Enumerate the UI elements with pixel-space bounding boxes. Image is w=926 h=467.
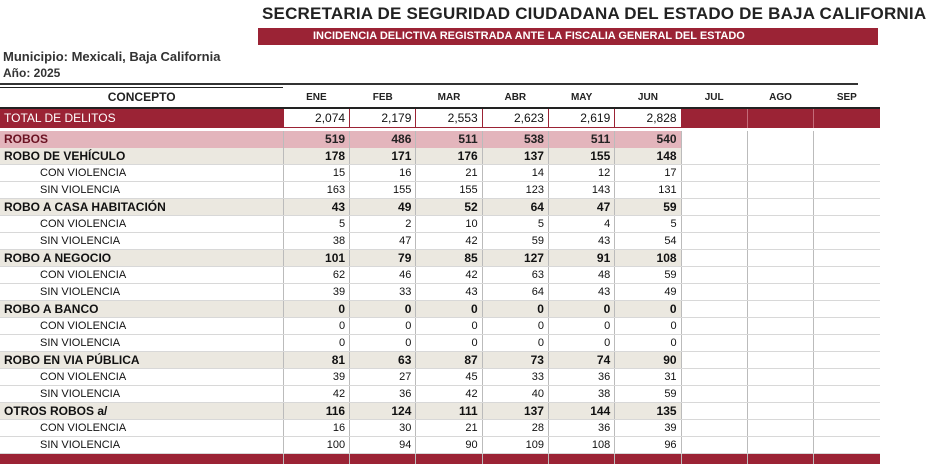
cell-value	[814, 250, 880, 267]
cell-value: 21	[416, 165, 482, 182]
cell-value	[814, 267, 880, 284]
cell-value	[681, 437, 747, 454]
cell-value: 36	[548, 369, 614, 386]
cell-value: 43	[548, 233, 614, 250]
cell-value	[681, 369, 747, 386]
cell-value	[747, 199, 813, 216]
cell-value: 108	[548, 437, 614, 454]
cell-value: 47	[548, 199, 614, 216]
row-label: SIN VIOLENCIA	[0, 437, 283, 454]
cell-value: 59	[482, 233, 548, 250]
cell-value	[747, 267, 813, 284]
total-value-empty	[681, 108, 747, 128]
cell-value: 91	[548, 250, 614, 267]
cell-value	[747, 131, 813, 148]
row-label: CON VIOLENCIA	[0, 165, 283, 182]
cell-value	[747, 301, 813, 318]
cell-value: 36	[350, 386, 416, 403]
cell-value	[681, 318, 747, 335]
cell-value: 0	[615, 335, 681, 352]
cell-value	[747, 250, 813, 267]
subcategory-row	[0, 216, 880, 233]
cell-value: 27	[350, 369, 416, 386]
row-label: SIN VIOLENCIA	[0, 386, 283, 403]
cell-value: 17	[615, 165, 681, 182]
crime-incidence-table	[0, 87, 880, 464]
row-label: ROBO DE VEHÍCULO	[0, 148, 283, 165]
cell-value: 143	[548, 182, 614, 199]
cell-value: 59	[615, 199, 681, 216]
cell-value: 0	[416, 318, 482, 335]
cell-value: 124	[350, 403, 416, 420]
row-label: SIN VIOLENCIA	[0, 284, 283, 301]
row-label: OTROS ROBOS a/	[0, 403, 283, 420]
cell-value: 0	[482, 318, 548, 335]
cell-value	[681, 131, 747, 148]
cell-value: 101	[283, 250, 349, 267]
subcategory-row	[0, 369, 880, 386]
cell-value: 111	[416, 403, 482, 420]
cell-value	[814, 301, 880, 318]
cell-value: 176	[416, 148, 482, 165]
row-label: ROBO A BANCO	[0, 301, 283, 318]
total-value-empty	[747, 108, 813, 128]
subcategory-row	[0, 420, 880, 437]
cell-value: 538	[482, 131, 548, 148]
cell-value: 0	[350, 335, 416, 352]
column-header-month: FEB	[350, 88, 416, 108]
cell-value: 42	[416, 267, 482, 284]
cell-value	[814, 165, 880, 182]
cell-value	[747, 352, 813, 369]
cell-value: 0	[283, 335, 349, 352]
column-header-concepto: CONCEPTO	[0, 88, 283, 108]
category-row	[0, 352, 880, 369]
cell-value: 0	[615, 301, 681, 318]
cell-value: 33	[350, 284, 416, 301]
cell-value: 54	[615, 233, 681, 250]
row-label: CON VIOLENCIA	[0, 369, 283, 386]
subcategory-row	[0, 267, 880, 284]
cell-value: 52	[416, 199, 482, 216]
cell-value	[814, 131, 880, 148]
cell-value: 39	[615, 420, 681, 437]
cell-value: 46	[350, 267, 416, 284]
cell-value: 0	[615, 318, 681, 335]
group-row	[0, 131, 880, 148]
cell-value	[814, 284, 880, 301]
cell-value: 5	[283, 216, 349, 233]
year-label: Año: 2025	[3, 66, 61, 80]
cell-value: 28	[482, 420, 548, 437]
cell-value: 100	[283, 437, 349, 454]
cell-value	[747, 148, 813, 165]
cell-value: 511	[548, 131, 614, 148]
total-value: 2,619	[548, 108, 614, 128]
cell-value	[814, 403, 880, 420]
cell-value: 155	[416, 182, 482, 199]
cell-value	[814, 420, 880, 437]
cutoff-cell	[0, 454, 283, 464]
total-row	[0, 108, 880, 128]
cell-value: 14	[482, 165, 548, 182]
subcategory-row	[0, 437, 880, 454]
column-header-month: ENE	[283, 88, 349, 108]
cutoff-cell	[814, 454, 880, 464]
cell-value: 127	[482, 250, 548, 267]
cell-value: 511	[416, 131, 482, 148]
cell-value: 85	[416, 250, 482, 267]
row-label: ROBO EN VIA PÚBLICA	[0, 352, 283, 369]
row-label: SIN VIOLENCIA	[0, 182, 283, 199]
cell-value: 42	[283, 386, 349, 403]
cell-value	[681, 267, 747, 284]
cell-value: 108	[615, 250, 681, 267]
cutoff-row	[0, 454, 880, 464]
column-header-month: ABR	[482, 88, 548, 108]
cell-value	[747, 165, 813, 182]
subcategory-row	[0, 165, 880, 182]
cutoff-cell	[350, 454, 416, 464]
cell-value: 40	[482, 386, 548, 403]
municipality-label: Municipio: Mexicali, Baja California	[3, 49, 221, 64]
cell-value: 62	[283, 267, 349, 284]
cell-value: 63	[482, 267, 548, 284]
cell-value	[814, 335, 880, 352]
subcategory-row	[0, 318, 880, 335]
cell-value: 0	[283, 318, 349, 335]
cell-value	[814, 199, 880, 216]
cell-value	[681, 352, 747, 369]
column-header-month: MAY	[548, 88, 614, 108]
cell-value	[814, 352, 880, 369]
cell-value: 0	[482, 301, 548, 318]
cell-value: 39	[283, 284, 349, 301]
cell-value: 49	[615, 284, 681, 301]
row-label: SIN VIOLENCIA	[0, 233, 283, 250]
cell-value	[681, 165, 747, 182]
cell-value: 38	[283, 233, 349, 250]
cutoff-cell	[416, 454, 482, 464]
cell-value	[814, 182, 880, 199]
cell-value: 137	[482, 148, 548, 165]
category-row	[0, 301, 880, 318]
cell-value: 49	[350, 199, 416, 216]
total-value: 2,179	[350, 108, 416, 128]
total-value-empty	[814, 108, 880, 128]
subcategory-row	[0, 284, 880, 301]
cell-value: 79	[350, 250, 416, 267]
cell-value	[747, 233, 813, 250]
cell-value: 74	[548, 352, 614, 369]
column-header-month: JUL	[681, 88, 747, 108]
cell-value: 486	[350, 131, 416, 148]
total-value: 2,828	[615, 108, 681, 128]
cell-value	[747, 420, 813, 437]
row-label: CON VIOLENCIA	[0, 267, 283, 284]
cell-value	[681, 284, 747, 301]
cell-value	[747, 284, 813, 301]
cell-value: 47	[350, 233, 416, 250]
cell-value: 0	[548, 301, 614, 318]
cell-value: 12	[548, 165, 614, 182]
cell-value: 42	[416, 233, 482, 250]
cutoff-cell	[283, 454, 349, 464]
cell-value: 0	[350, 318, 416, 335]
cell-value: 96	[615, 437, 681, 454]
cutoff-cell	[615, 454, 681, 464]
column-header-month: MAR	[416, 88, 482, 108]
cell-value: 43	[416, 284, 482, 301]
cell-value: 155	[350, 182, 416, 199]
cell-value: 48	[548, 267, 614, 284]
category-row	[0, 403, 880, 420]
cell-value: 0	[350, 301, 416, 318]
cell-value: 45	[416, 369, 482, 386]
row-label: ROBOS	[0, 131, 283, 148]
cell-value	[681, 335, 747, 352]
cell-value	[814, 233, 880, 250]
cell-value: 30	[350, 420, 416, 437]
cell-value: 63	[350, 352, 416, 369]
cell-value: 148	[615, 148, 681, 165]
header-divider	[0, 83, 858, 85]
cell-value: 94	[350, 437, 416, 454]
cell-value: 42	[416, 386, 482, 403]
cell-value: 64	[482, 199, 548, 216]
cell-value: 171	[350, 148, 416, 165]
category-row	[0, 199, 880, 216]
cell-value: 144	[548, 403, 614, 420]
cell-value: 59	[615, 386, 681, 403]
cutoff-cell	[548, 454, 614, 464]
subcategory-row	[0, 233, 880, 250]
cell-value	[747, 335, 813, 352]
cell-value: 21	[416, 420, 482, 437]
row-label: ROBO A CASA HABITACIÓN	[0, 199, 283, 216]
cell-value: 73	[482, 352, 548, 369]
cell-value	[814, 369, 880, 386]
cell-value: 0	[548, 335, 614, 352]
cell-value: 36	[548, 420, 614, 437]
cell-value: 81	[283, 352, 349, 369]
cell-value	[681, 386, 747, 403]
cell-value	[681, 216, 747, 233]
cell-value	[681, 199, 747, 216]
cell-value: 0	[548, 318, 614, 335]
cell-value: 43	[283, 199, 349, 216]
cell-value	[747, 182, 813, 199]
cell-value	[814, 216, 880, 233]
cell-value	[814, 318, 880, 335]
total-value: 2,553	[416, 108, 482, 128]
cell-value: 15	[283, 165, 349, 182]
cell-value: 4	[548, 216, 614, 233]
cell-value	[747, 216, 813, 233]
cell-value: 31	[615, 369, 681, 386]
cell-value	[814, 386, 880, 403]
cell-value	[747, 369, 813, 386]
cell-value: 116	[283, 403, 349, 420]
cell-value	[681, 403, 747, 420]
cell-value	[747, 403, 813, 420]
subcategory-row	[0, 182, 880, 199]
cell-value: 123	[482, 182, 548, 199]
cell-value	[747, 386, 813, 403]
cell-value: 0	[416, 335, 482, 352]
column-header-month: AGO	[747, 88, 813, 108]
cell-value: 0	[416, 301, 482, 318]
cell-value: 43	[548, 284, 614, 301]
cell-value: 64	[482, 284, 548, 301]
cell-value	[681, 420, 747, 437]
cell-value: 10	[416, 216, 482, 233]
total-value: 2,623	[482, 108, 548, 128]
cell-value	[681, 301, 747, 318]
row-label: CON VIOLENCIA	[0, 216, 283, 233]
cell-value: 131	[615, 182, 681, 199]
cell-value: 540	[615, 131, 681, 148]
cutoff-cell	[747, 454, 813, 464]
cell-value	[681, 233, 747, 250]
cell-value: 16	[350, 165, 416, 182]
cell-value	[814, 148, 880, 165]
column-header-month: SEP	[814, 88, 880, 108]
page-title: SECRETARIA DE SEGURIDAD CIUDADANA DEL ESTADO DE BAJA CALIFORNIA	[262, 4, 926, 23]
cell-value: 38	[548, 386, 614, 403]
cell-value: 163	[283, 182, 349, 199]
total-label: TOTAL DE DELITOS	[0, 108, 283, 128]
cell-value	[747, 437, 813, 454]
cell-value: 519	[283, 131, 349, 148]
cell-value: 90	[416, 437, 482, 454]
category-row	[0, 250, 880, 267]
cell-value	[681, 182, 747, 199]
cell-value: 135	[615, 403, 681, 420]
row-label: CON VIOLENCIA	[0, 420, 283, 437]
cell-value: 2	[350, 216, 416, 233]
cell-value: 33	[482, 369, 548, 386]
cell-value: 0	[482, 335, 548, 352]
cell-value	[814, 437, 880, 454]
row-label: SIN VIOLENCIA	[0, 335, 283, 352]
cell-value: 0	[283, 301, 349, 318]
cell-value: 155	[548, 148, 614, 165]
cell-value	[681, 148, 747, 165]
cell-value: 178	[283, 148, 349, 165]
column-header-month: JUN	[615, 88, 681, 108]
report-subtitle: INCIDENCIA DELICTIVA REGISTRADA ANTE LA FISCALIA GENERAL DEL ESTADO	[258, 28, 878, 45]
subcategory-row	[0, 386, 880, 403]
cell-value	[747, 318, 813, 335]
cutoff-cell	[482, 454, 548, 464]
cell-value: 39	[283, 369, 349, 386]
cell-value: 5	[615, 216, 681, 233]
row-label: ROBO A NEGOCIO	[0, 250, 283, 267]
row-label: CON VIOLENCIA	[0, 318, 283, 335]
cell-value: 87	[416, 352, 482, 369]
cell-value: 5	[482, 216, 548, 233]
table-header-row	[0, 88, 880, 108]
cell-value	[681, 250, 747, 267]
cell-value: 59	[615, 267, 681, 284]
cell-value: 137	[482, 403, 548, 420]
total-value: 2,074	[283, 108, 349, 128]
subcategory-row	[0, 335, 880, 352]
cell-value: 109	[482, 437, 548, 454]
cell-value: 16	[283, 420, 349, 437]
cutoff-cell	[681, 454, 747, 464]
category-row	[0, 148, 880, 165]
cell-value: 90	[615, 352, 681, 369]
